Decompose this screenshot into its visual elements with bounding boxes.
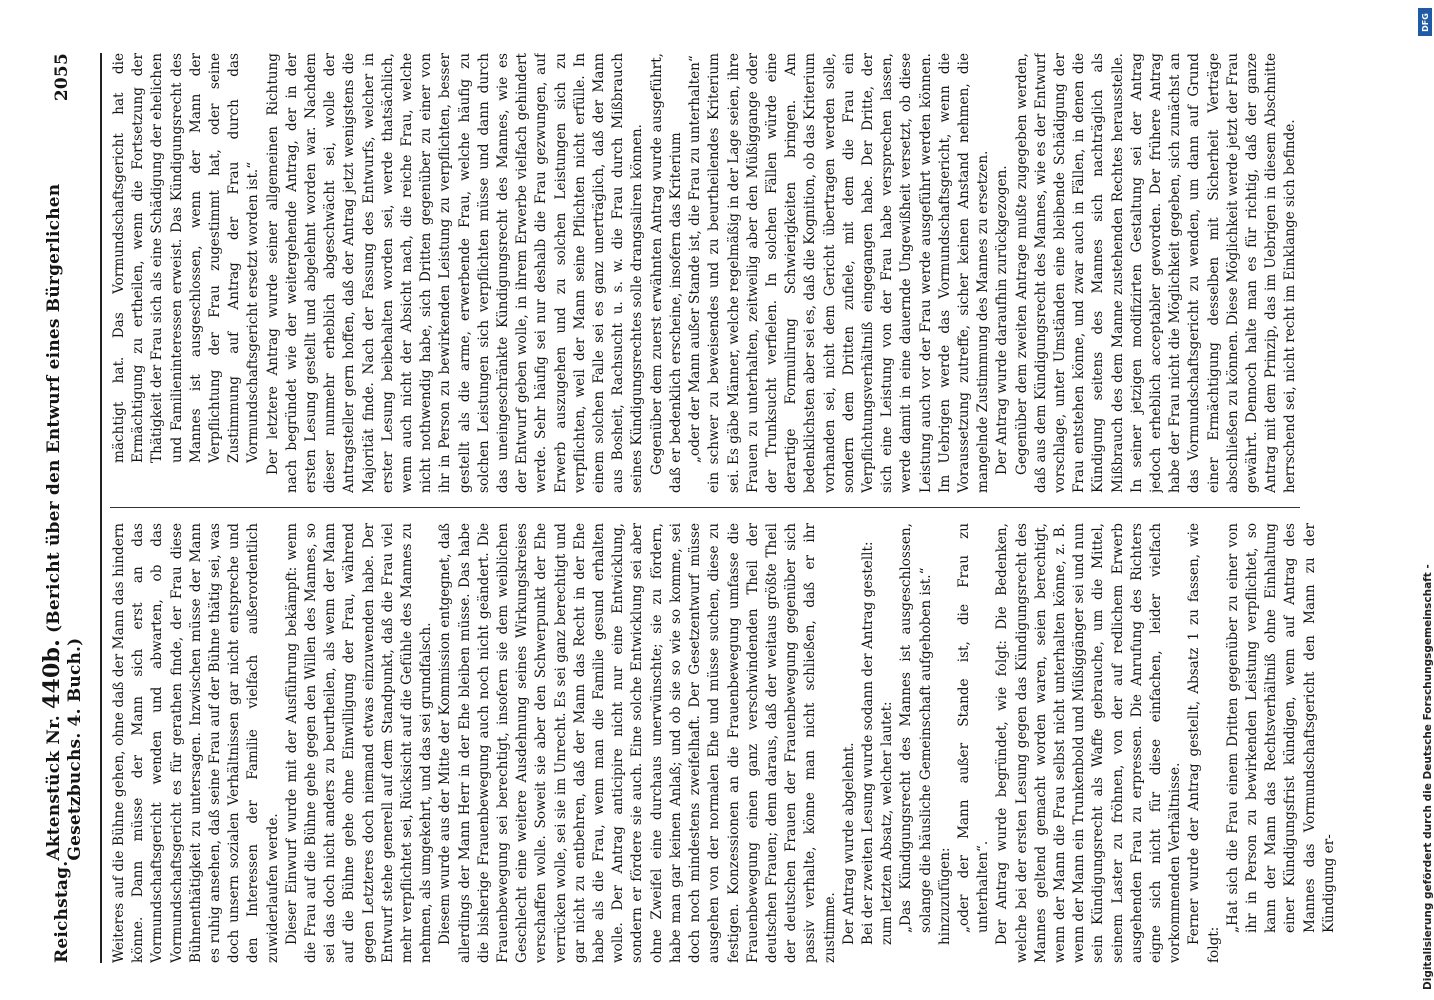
paragraph: Gegenüber dem zweiten Antrage mußte zugegeben werden, daß aus dem Kündigungsrecht des Mannes, wie es der Entwurf vorschlage, unter Umständen eine bleibende Schädigung der Frau entstehen könne, und zwar auch in Fällen, in denen die Kündigung seitens des Mannes sich nachträglich als Mißbrauch des dem Manne zustehenden Rechtes herausstelle. In seiner jetzigen modifizirten Gestaltung sei der Antrag jedoch erheblich acceptabler geworden. Der frühere Antrag habe der Frau nicht die Möglichkeit gegeben, sich zunächst an das Vormundschaftsgericht zu wenden, um dann auf Grund einer Ermächtigung desselben mit Sicherheit Verträge abschließen zu können. Diese Möglichkeit werde jetzt der Frau gewährt. Dennoch halte man es für richtig, daß der ganze Antrag mit dem Prinzip, das im Uebrigen in diesem Abschnitte herrschend sei, nicht recht im Einklange sich befinde.: [1013, 53, 1299, 493]
paragraph: zum letzten Absatz, welcher lautet:: [879, 701, 896, 945]
column-divider: [110, 507, 1300, 508]
header-center-title: (Bericht über den Entwurf eines Bürgerlichen Gesetzbuchs. 4. Buch.): [44, 183, 85, 861]
paragraph: Ferner wurde der Antrag gestellt, Absatz 1 zu fassen, wie folgt:: [1186, 523, 1222, 963]
header-center-number: 440b.: [39, 639, 65, 710]
page-number: 2055: [52, 53, 72, 102]
rotated-page-content: [40, 53, 1380, 963]
dfg-logo-text: DFG: [1420, 12, 1430, 32]
paragraph: Der Antrag wurde daraufhin zurückgezogen.: [994, 165, 1011, 475]
paragraph: Weiteres auf die Bühne gehen, ohne daß der Mann das hindern könne. Dann müsse der Mann sich erst an das Vormundschaftsgericht wenden und abwarten, ob das Vormundschaftsgericht es für gerathen finde, der Frau diese Bühnenthätigkeit zu untersagen. Inzwischen müsse der Mann es ruhig ansehen, daß seine Frau auf der Bühne thätig sei, was doch unsern sozialen Verhältnissen gar nicht entspreche und den Interessen der Familie vielfach außerordentlich zuwiderlaufen werde.: [111, 523, 281, 963]
paragraph: Der letztere Antrag wurde seiner allgemeinen Richtung nach begründet wie der weitergehende Antrag, der in der ersten Lesung gestellt und abgelehnt worden war. Nachdem dieser nunmehr erheblich abgeschwächt sei, wolle der Antragsteller gern hoffen, daß der Antrag jetzt wenigstens die Majorität finde. Nach der Fassung des Entwurfs, welcher in erster Lesung beibehalten worden sei, werde thatsächlich, wenn auch nicht der Absicht nach, die reiche Frau, welche nicht nothwendig habe, sich Dritten gegenüber zu einer von ihr in Person zu bewirkenden Leistung zu verpflichten, besser gestellt als die arme, erwerbende Frau, welche häufig zu solchen Leistungen sich verpflichten müsse und dann durch das uneingeschränkte Kündigungsrecht des Mannes, wie es der Entwurf geben wolle, in ihrem Erwerbe vielfach gehindert werde. Sehr häufig sei nur deshalb die Frau gezwungen, auf Erwerb auszugehen und zu solchen Leistungen sich zu verpflichten, weil der Mann seine Pflichten nicht erfülle. In einem solchen Falle sei es ganz unerträglich, daß der Mann aus Bosheit, Rachsucht u. s. w. die Frau durch Mißbrauch seines Kündigungsrechtes solle drangsaliren können.: [264, 53, 646, 493]
digitization-sidebar: [1396, 0, 1434, 1000]
paragraph: Bei der zweiten Lesung wurde sodann der Antrag gestellt:: [859, 541, 876, 945]
header-left: Reichstag.: [52, 860, 72, 963]
quote: „Das Kündigungsrecht des Mannes ist ausgeschlossen, solange die häusliche Gemeinschaft aufgehoben ist.“: [898, 523, 934, 933]
header-rule: [100, 53, 102, 963]
quote: „oder der Mann außer Stande ist, die Frau zu unterhalten“.: [955, 523, 992, 933]
paragraph: Gegenüber dem zuerst erwähnten Antrag wurde ausgeführt, daß er bedenklich erscheine, insofern das Kriterium: [648, 53, 684, 493]
quote: „oder der Mann außer Stande ist, die Frau zu unterhalten“: [687, 55, 704, 463]
dfg-logo: [1418, 8, 1432, 36]
paragraph: hinzuzufügen:: [936, 847, 953, 945]
paragraph: Der Antrag wurde abgelehnt.: [840, 742, 857, 945]
paragraph: Dieser Einwurf wurde mit der Ausführung bekämpft: wenn die Frau auf die Bühne gehe gegen den Willen des Mannes, so sei das doch nicht anders zu beurtheilen, als wenn der Mann auf die Bühne gehe ohne Einwilligung der Frau, während gegen Letzteres doch niemand etwas einzuwenden habe. Der Entwurf stehe generell auf dem Standpunkt, daß die Frau viel mehr verpflichtet sei, Rücksicht auf die Gefühle des Mannes zu nehmen, als umgekehrt, und das sei grundfalsch.: [283, 523, 435, 963]
digitization-credit: Digitalisierung gefördert durch die Deutsche Forschungsgemeinschaft -: [1422, 564, 1434, 990]
header-center-prefix: Aktenstück Nr.: [44, 715, 64, 861]
header-center: [39, 101, 85, 861]
paragraph: Diesem wurde aus der Mitte der Kommission entgegnet, daß allerdings der Mann Herr in der Ehe bleiben müsse. Das habe die bisherige Frauenbewegung auch noch nicht geändert. Die Frauenbewegung sei berechtigt, insofern sie dem weiblichen Geschlecht eine weitere Ausdehnung seines Wirkungskreises verschaffen wolle. Soweit sie aber den Schwerpunkt der Ehe verrücken wolle, sei sie im Unrecht. Es sei ganz berechtigt und gar nicht zu entbehren, daß der Mann das Recht in der Ehe habe als die Frau, wenn man die Familie gesund erhalten wolle. Der Antrag anticipire nicht nur eine Entwicklung, sondern er fördere sie auch. Eine solche Entwicklung sei aber ohne Zweifel eine durchaus unerwünschte; sie zu fördern, habe man gar keinen Anlaß; und ob sie so wie so komme, sei doch noch mindestens zweifelhaft. Der Gesetzentwurf müsse ausgehen von der normalen Ehe und müsse suchen, diese zu festigen. Konzessionen an die Frauenbewegung umfasse die Frauenbewegung einen ganz verschwindenden Theil der deutschen Frauen; denn daraus, daß der weitaus größte Theil der deutschen Frauen der Frauenbewegung gegenüber sich passiv verhalte, könne man nicht schließen, daß er ihr zustimme.: [437, 523, 838, 963]
paragraph: ein schwer zu beweisendes und zu beurtheilendes Kriterium sei. Es gäbe Männer, welche regelmäßig in der Lage seien, ihre Frauen zu unterhalten, zeitweilig aber den Müßiggange oder der Trunksucht verfielen. In solchen Fällen würde eine derartige Formulirung Schwierigkeiten bringen. Am bedenklichsten aber sei es, daß die Kognition, ob das Kriterium vorhanden sei, nicht dem Gericht übertragen werden solle, sondern dem Dritten zufiele, mit dem die Frau ein Verpflichtungsverhältniß eingegangen habe. Der Dritte, der sich eine Leistung von der Frau habe versprechen lassen, werde damit in eine dauernde Ungewißheit versetzt, ob diese Leistung auch vor der Frau werde ausgeführt werden können. Im Uebrigen werde das Vormundschaftsgericht, wenn die Voraussetzung zutreffe, sicher keinen Anstand nehmen, die mangelnde Zustimmung des Mannes zu ersetzen.: [706, 53, 992, 493]
left-column: [110, 523, 1370, 963]
paragraph: Der Antrag wurde begründet, wie folgt: Die Bedenken, welche bei der ersten Lesung gegen das Kündigungsrecht des Mannes geltend gemacht worden waren, seien berechtigt, wenn der Mann die Frau selbst nicht unterhalten könne, z. B. wenn der Mann ein Trunkenbold und Müßiggänger sei und nun sein Kündigungsrecht als Waffe gebrauche, um die Mittel, seinem Laster zu fröhnen, von der auf redlichem Erwerb ausgehenden Frau zu erpressen. Die Anrufung des Richters eigne sich nicht für diese einfachen, leider vielfach vorkommenden Verhältnisse.: [994, 523, 1184, 963]
page-header: [40, 53, 84, 963]
quote: mächtigt hat. Das Vormundschaftsgericht hat die Ermächtigung zu ertheilen, wenn die Fortsetzung der Thätigkeit der Frau sich als eine Schädigung der ehelichen und Familieninteressen erweist. Das Kündigungsrecht des Mannes ist ausgeschlossen, wenn der Mann der Verpflichtung der Frau zugestimmt hat, oder seine Zustimmung auf Antrag der Frau durch das Vormundschaftsgericht ersetzt worden ist.“: [111, 53, 262, 463]
quote: „Hat sich die Frau einem Dritten gegenüber zu einer von ihr in Person zu bewirkenden Leistung verpflichtet, so kann der Mann das Rechtsverhältniß ohne Einhaltung einer Kündigungsfrist kündigen, wenn auf Antrag des Mannes das Vormundschaftsgericht den Mann zu der Kündigung er-: [1224, 523, 1337, 933]
right-column: [110, 53, 1370, 493]
